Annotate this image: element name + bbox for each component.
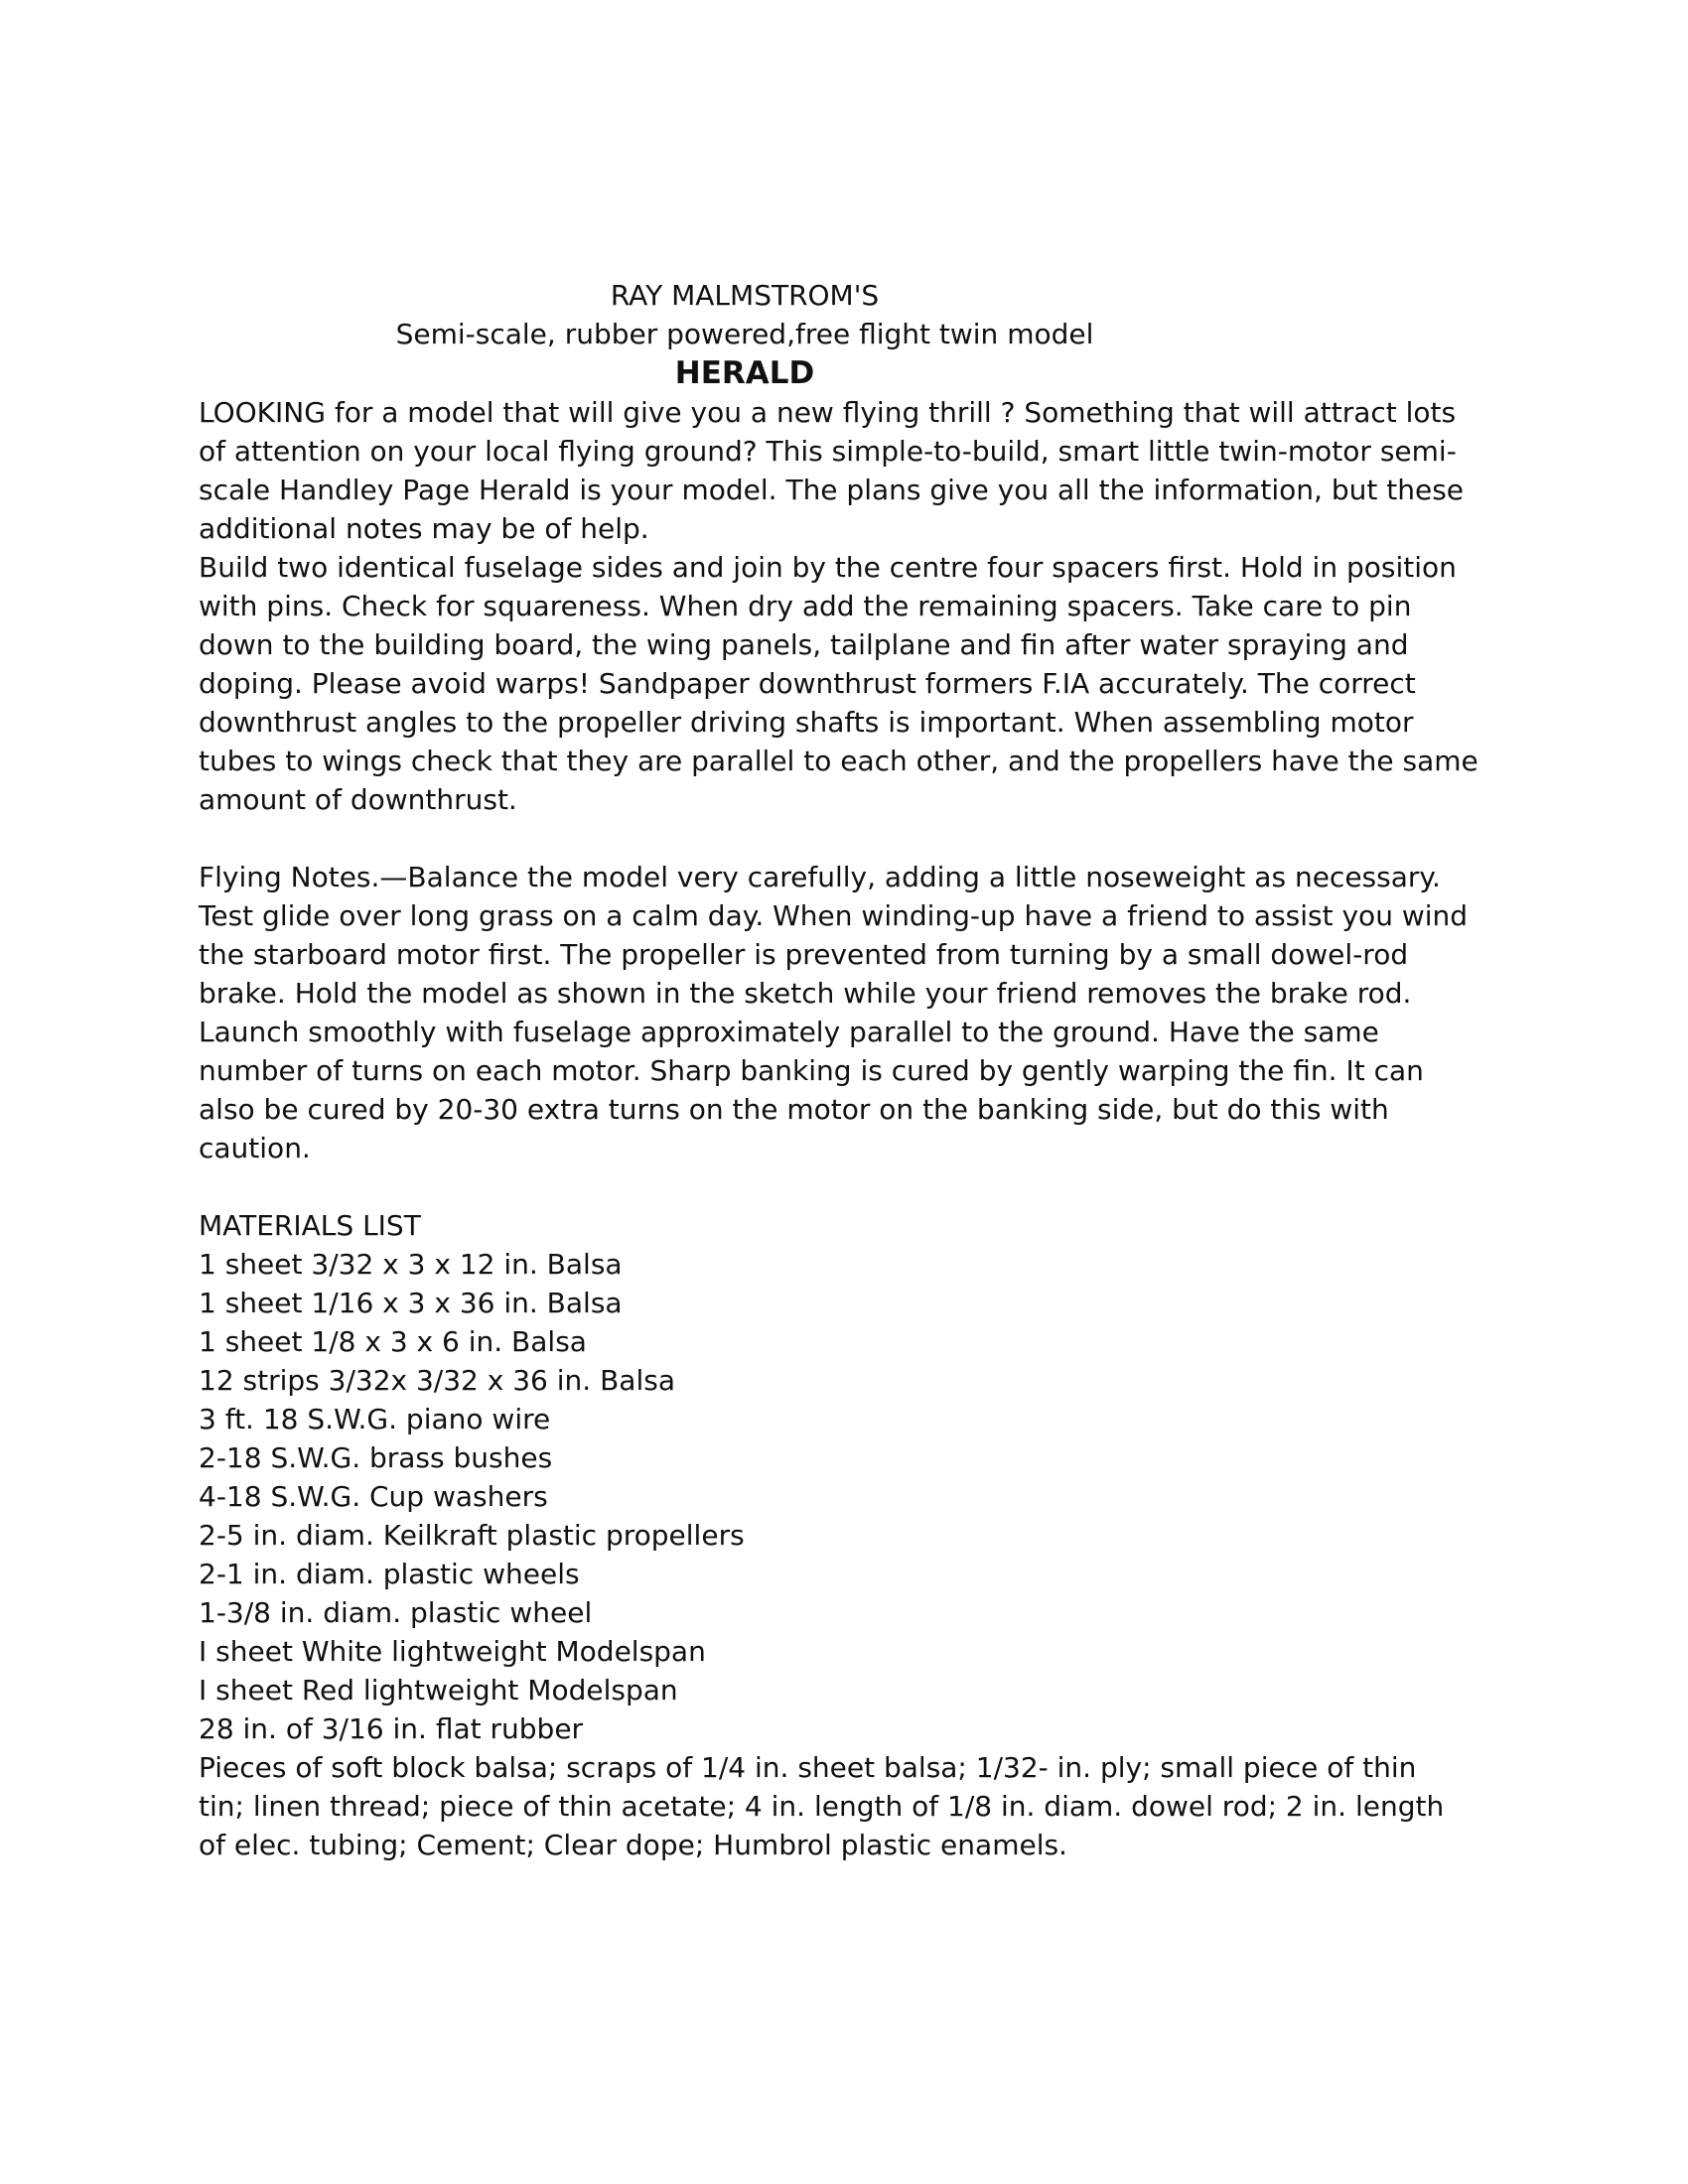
paragraph-spacer — [199, 819, 1489, 858]
materials-item: 2-1 in. diam. plastic wheels — [199, 1558, 580, 1590]
materials-item: 2-18 S.W.G. brass bushes — [199, 1441, 553, 1474]
materials-item: 2-5 in. diam. Keilkraft plastic propellers — [199, 1519, 745, 1552]
intro-line: amount of downthrust. — [199, 783, 517, 816]
intro-line: down to the building board, the wing panels, tailplane and fin after water spraying and — [199, 628, 1409, 661]
intro-line: LOOKING for a model that will give you a new flying thrill ? Something that will attract lots — [199, 396, 1457, 429]
materials-item: 1 sheet 1/8 x 3 x 6 in. Balsa — [199, 1325, 587, 1358]
flying-notes-line: caution. — [199, 1132, 311, 1164]
document-page — [199, 276, 1489, 1864]
materials-item: 1 sheet 3/32 x 3 x 12 in. Balsa — [199, 1248, 623, 1281]
intro-paragraph — [199, 393, 1489, 819]
author-line: RAY MALMSTROM'S — [610, 279, 880, 312]
intro-line: of attention on your local flying ground? This simple-to-build, smart little twin-motor semi- — [199, 435, 1457, 468]
materials-section — [199, 1206, 1489, 1864]
intro-line: doping. Please avoid warps! Sandpaper downthrust formers F.IA accurately. The correct — [199, 667, 1416, 700]
subtitle-line: Semi-scale, rubber powered,free flight twin model — [395, 318, 1094, 350]
intro-line: Build two identical fuselage sides and join by the centre four spacers first. Hold in position — [199, 551, 1457, 584]
flying-notes-line: the starboard motor first. The propeller is prevented from turning by a small dowel-rod — [199, 938, 1409, 971]
flying-notes-line: Launch smoothly with fuselage approximately parallel to the ground. Have the same — [199, 1016, 1379, 1048]
materials-list — [199, 1245, 1489, 1748]
materials-item: 28 in. of 3/16 in. flat rubber — [199, 1712, 584, 1745]
intro-line: with pins. Check for squareness. When dry add the remaining spacers. Take care to pin — [199, 590, 1412, 622]
flying-notes-line: Test glide over long grass on a calm day. When winding-up have a friend to assist you wind — [199, 899, 1469, 932]
materials-item: 1-3/8 in. diam. plastic wheel — [199, 1596, 593, 1629]
materials-item: 4-18 S.W.G. Cup washers — [199, 1480, 548, 1513]
materials-item: I sheet White lightweight Modelspan — [199, 1635, 706, 1668]
materials-item: 3 ft. 18 S.W.G. piano wire — [199, 1403, 551, 1435]
materials-extras-line: Pieces of soft block balsa; scraps of 1/4 in. sheet balsa; 1/32- in. ply; small piece of thin — [199, 1751, 1417, 1784]
materials-extras-line: tin; linen thread; piece of thin acetate; 4 in. length of 1/8 in. diam. dowel rod; 2 in. length — [199, 1790, 1445, 1823]
materials-item: 1 sheet 1/16 x 3 x 36 in. Balsa — [199, 1287, 623, 1319]
flying-notes-line: number of turns on each motor. Sharp banking is cured by gently warping the fin. It can — [199, 1054, 1424, 1087]
intro-line: downthrust angles to the propeller driving shafts is important. When assembling motor — [199, 706, 1414, 739]
flying-notes-paragraph — [199, 858, 1489, 1167]
flying-notes-line: Flying Notes.—Balance the model very carefully, adding a little noseweight as necessary. — [199, 861, 1441, 893]
flying-notes-line: brake. Hold the model as shown in the sketch while your friend removes the brake rod. — [199, 977, 1412, 1010]
materials-item: I sheet Red lightweight Modelspan — [199, 1674, 678, 1706]
flying-notes-line: also be cured by 20-30 extra turns on the motor on the banking side, but do this with — [199, 1093, 1389, 1126]
materials-item: 12 strips 3/32x 3/32 x 36 in. Balsa — [199, 1364, 675, 1397]
paragraph-spacer — [199, 1167, 1489, 1206]
materials-heading: MATERIALS LIST — [199, 1209, 421, 1242]
materials-extras-line: of elec. tubing; Cement; Clear dope; Humbrol plastic enamels. — [199, 1829, 1067, 1861]
intro-line: scale Handley Page Herald is your model. The plans give you all the information, but these — [199, 474, 1465, 506]
document-header — [199, 276, 1291, 393]
document-title: HERALD — [674, 355, 815, 391]
intro-line: additional notes may be of help. — [199, 512, 649, 545]
intro-line: tubes to wings check that they are parallel to each other, and the propellers have the same — [199, 745, 1478, 777]
